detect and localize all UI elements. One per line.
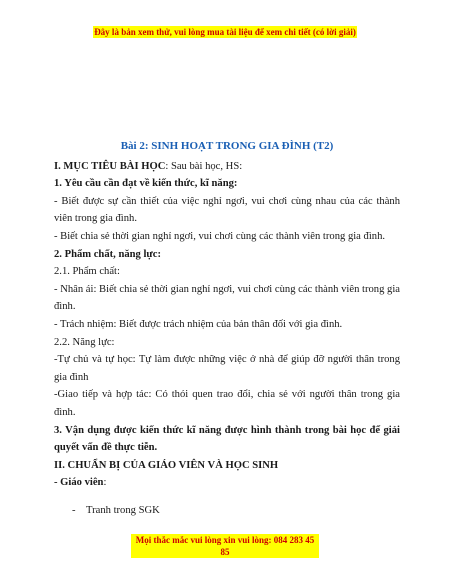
- subsection-3-heading: 3. Vận dụng được kiến thức kĩ năng được hình thành trong bài học để giải quyết vấn đề thực tiễn.: [54, 424, 400, 454]
- teacher-item-text: Tranh trong SGK: [86, 504, 160, 516]
- section-1-title: I. MỤC TIÊU BÀI HỌC: [54, 160, 166, 172]
- dash-bullet: -: [72, 504, 76, 516]
- subsection-1-heading: 1. Yêu cầu cần đạt về kiến thức, kĩ năng:: [54, 178, 238, 190]
- preview-banner: Đây là bản xem thử, vui lòng mua tài liệu để xem chi tiết (có lời giải): [94, 27, 356, 37]
- list-item: -Giao tiếp và hợp tác: Có thói quen trao đổi, chia sẻ với người thân trong gia đình.: [54, 389, 400, 418]
- lesson-title: Bài 2: SINH HOẠT TRONG GIA ĐÌNH (T2): [120, 140, 334, 152]
- list-item: - Trách nhiệm: Biết được trách nhiệm của bản thân đối với gia đình.: [54, 318, 343, 330]
- list-item: - Nhân ái: Biết chia sẻ thời gian nghỉ ngơi, vui chơi cùng các thành viên trong gia đình.: [54, 283, 400, 313]
- teacher-label-text: - Giáo viên: [54, 477, 104, 489]
- list-item: [54, 502, 400, 520]
- document-body: [54, 138, 400, 519]
- list-item: - Biết chia sẻ thời gian nghỉ ngơi, vui chơi cùng các thành viên trong gia đình.: [54, 230, 386, 242]
- contact-banner: Mọi thắc mắc vui lòng xin vui lòng: 084 283 45 85: [131, 534, 319, 558]
- list-item: - Biết được sự cần thiết của việc nghỉ ngơi, vui chơi cùng nhau của các thành viên trong gia đình.: [54, 195, 400, 225]
- teacher-label: [54, 474, 400, 492]
- subsection-2-heading: 2. Phẩm chất, năng lực:: [54, 248, 161, 260]
- section-2-heading: II. CHUẨN BỊ CỦA GIÁO VIÊN VÀ HỌC SINH: [54, 459, 279, 471]
- subsection-2-1-heading: 2.1. Phẩm chất:: [54, 266, 120, 278]
- list-item: -Tự chủ và tự học: Tự làm được những việc ở nhà để giúp đỡ người thân trong gia đình: [54, 354, 400, 383]
- subsection-2-2-heading: 2.2. Năng lực:: [54, 336, 115, 348]
- section-1-suffix: : Sau bài học, HS:: [165, 160, 243, 172]
- section-1-heading: [54, 158, 400, 176]
- teacher-label-colon: :: [103, 477, 107, 489]
